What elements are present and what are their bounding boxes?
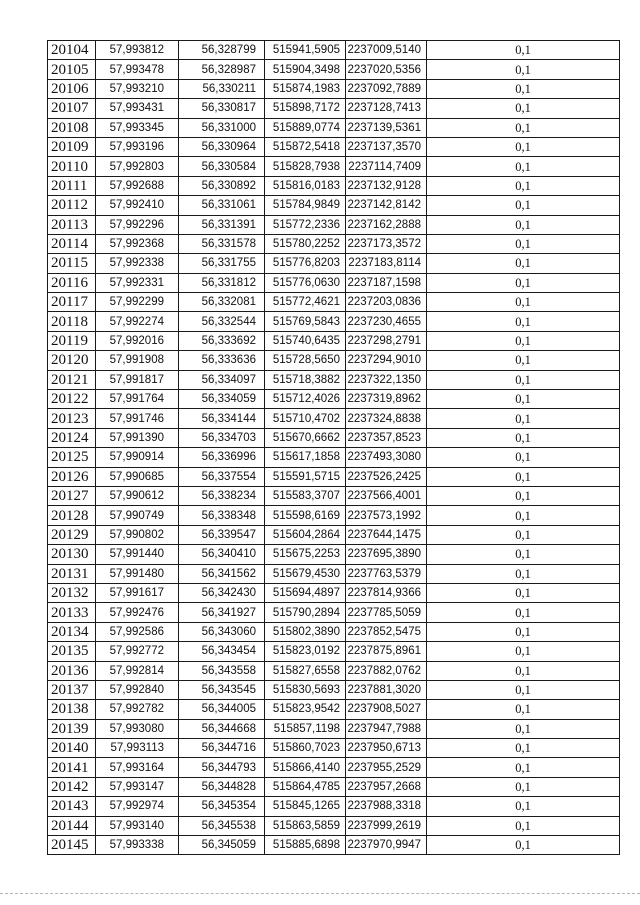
latitude-cell: 57,992331 [96,273,179,292]
x-coordinate-cell: 515889,0774 [265,118,346,137]
table-row [48,99,620,118]
table-row [48,642,620,661]
latitude-cell: 57,993147 [96,777,179,796]
point-number-cell: 20108 [48,118,96,137]
y-coordinate-cell: 2237132,9128 [346,176,427,195]
longitude-cell: 56,340410 [179,545,265,564]
latitude-cell: 57,992782 [96,700,179,719]
x-coordinate-cell: 515712,4026 [265,390,346,409]
point-number-cell: 20121 [48,370,96,389]
point-number-cell: 20118 [48,312,96,331]
x-coordinate-cell: 515604,2864 [265,525,346,544]
table-row [48,777,620,796]
y-coordinate-cell: 2237009,5140 [346,41,427,60]
longitude-cell: 56,334703 [179,428,265,447]
x-coordinate-cell: 515864,4785 [265,777,346,796]
value-cell: 0,1 [427,836,620,855]
y-coordinate-cell: 2237230,4655 [346,312,427,331]
longitude-cell: 56,345354 [179,797,265,816]
table-row [48,157,620,176]
value-cell: 0,1 [427,467,620,486]
latitude-cell: 57,993431 [96,99,179,118]
point-number-cell: 20142 [48,777,96,796]
point-number-cell: 20138 [48,700,96,719]
table-row [48,486,620,505]
y-coordinate-cell: 2237322,1350 [346,370,427,389]
table-row [48,719,620,738]
point-number-cell: 20115 [48,254,96,273]
latitude-cell: 57,990749 [96,506,179,525]
point-number-cell: 20124 [48,428,96,447]
longitude-cell: 56,331000 [179,118,265,137]
y-coordinate-cell: 2237882,0762 [346,661,427,680]
longitude-cell: 56,342430 [179,583,265,602]
value-cell: 0,1 [427,428,620,447]
point-number-cell: 20114 [48,234,96,253]
x-coordinate-cell: 515591,5715 [265,467,346,486]
y-coordinate-cell: 2237955,2529 [346,758,427,777]
latitude-cell: 57,990914 [96,448,179,467]
x-coordinate-cell: 515827,6558 [265,661,346,680]
x-coordinate-cell: 515790,2894 [265,603,346,622]
latitude-cell: 57,991390 [96,428,179,447]
value-cell: 0,1 [427,739,620,758]
longitude-cell: 56,328799 [179,41,265,60]
table-row [48,196,620,215]
longitude-cell: 56,332081 [179,293,265,312]
y-coordinate-cell: 2237162,2888 [346,215,427,234]
point-number-cell: 20136 [48,661,96,680]
latitude-cell: 57,990802 [96,525,179,544]
longitude-cell: 56,345538 [179,816,265,835]
value-cell: 0,1 [427,118,620,137]
value-cell: 0,1 [427,196,620,215]
latitude-cell: 57,992803 [96,157,179,176]
value-cell: 0,1 [427,486,620,505]
table-row [48,428,620,447]
latitude-cell: 57,991764 [96,390,179,409]
latitude-cell: 57,991617 [96,583,179,602]
table-row [48,137,620,156]
point-number-cell: 20105 [48,60,96,79]
value-cell: 0,1 [427,390,620,409]
y-coordinate-cell: 2237139,5361 [346,118,427,137]
page-bottom-edge [0,893,640,894]
point-number-cell: 20116 [48,273,96,292]
point-number-cell: 20135 [48,642,96,661]
table-row [48,331,620,350]
value-cell: 0,1 [427,506,620,525]
y-coordinate-cell: 2237294,9010 [346,351,427,370]
x-coordinate-cell: 515710,4702 [265,409,346,428]
value-cell: 0,1 [427,157,620,176]
longitude-cell: 56,338348 [179,506,265,525]
longitude-cell: 56,345059 [179,836,265,855]
value-cell: 0,1 [427,331,620,350]
value-cell: 0,1 [427,41,620,60]
value-cell: 0,1 [427,448,620,467]
longitude-cell: 56,344793 [179,758,265,777]
table-row [48,176,620,195]
y-coordinate-cell: 2237957,2668 [346,777,427,796]
longitude-cell: 56,331578 [179,234,265,253]
table-row [48,448,620,467]
table-row [48,583,620,602]
value-cell: 0,1 [427,525,620,544]
latitude-cell: 57,992274 [96,312,179,331]
table-row [48,525,620,544]
x-coordinate-cell: 515816,0183 [265,176,346,195]
point-number-cell: 20123 [48,409,96,428]
table-row [48,215,620,234]
point-number-cell: 20104 [48,41,96,60]
table-row [48,836,620,855]
latitude-cell: 57,993338 [96,836,179,855]
table-row [48,506,620,525]
y-coordinate-cell: 2237114,7409 [346,157,427,176]
y-coordinate-cell: 2237881,3020 [346,680,427,699]
y-coordinate-cell: 2237566,4001 [346,486,427,505]
point-number-cell: 20113 [48,215,96,234]
point-number-cell: 20106 [48,79,96,98]
point-number-cell: 20111 [48,176,96,195]
latitude-cell: 57,991908 [96,351,179,370]
table-row [48,118,620,137]
x-coordinate-cell: 515769,5843 [265,312,346,331]
point-number-cell: 20143 [48,797,96,816]
point-number-cell: 20141 [48,758,96,777]
y-coordinate-cell: 2237988,3318 [346,797,427,816]
y-coordinate-cell: 2237092,7889 [346,79,427,98]
latitude-cell: 57,992299 [96,293,179,312]
y-coordinate-cell: 2237187,1598 [346,273,427,292]
longitude-cell: 56,344716 [179,739,265,758]
longitude-cell: 56,341927 [179,603,265,622]
value-cell: 0,1 [427,719,620,738]
longitude-cell: 56,334144 [179,409,265,428]
longitude-cell: 56,330892 [179,176,265,195]
longitude-cell: 56,343558 [179,661,265,680]
x-coordinate-cell: 515675,2253 [265,545,346,564]
y-coordinate-cell: 2237908,5027 [346,700,427,719]
x-coordinate-cell: 515617,1858 [265,448,346,467]
table-row [48,293,620,312]
value-cell: 0,1 [427,79,620,98]
y-coordinate-cell: 2237526,2425 [346,467,427,486]
value-cell: 0,1 [427,545,620,564]
point-number-cell: 20117 [48,293,96,312]
x-coordinate-cell: 515823,0192 [265,642,346,661]
latitude-cell: 57,991817 [96,370,179,389]
longitude-cell: 56,338234 [179,486,265,505]
point-number-cell: 20122 [48,390,96,409]
longitude-cell: 56,332544 [179,312,265,331]
y-coordinate-cell: 2237298,2791 [346,331,427,350]
y-coordinate-cell: 2237128,7413 [346,99,427,118]
x-coordinate-cell: 515885,6898 [265,836,346,855]
x-coordinate-cell: 515941,5905 [265,41,346,60]
value-cell: 0,1 [427,622,620,641]
x-coordinate-cell: 515860,7023 [265,739,346,758]
value-cell: 0,1 [427,700,620,719]
x-coordinate-cell: 515904,3498 [265,60,346,79]
point-number-cell: 20128 [48,506,96,525]
value-cell: 0,1 [427,661,620,680]
table-row [48,351,620,370]
value-cell: 0,1 [427,564,620,583]
value-cell: 0,1 [427,99,620,118]
value-cell: 0,1 [427,351,620,370]
y-coordinate-cell: 2237324,8838 [346,409,427,428]
latitude-cell: 57,993812 [96,41,179,60]
x-coordinate-cell: 515845,1265 [265,797,346,816]
point-number-cell: 20125 [48,448,96,467]
table-row [48,545,620,564]
x-coordinate-cell: 515830,5693 [265,680,346,699]
x-coordinate-cell: 515780,2252 [265,234,346,253]
x-coordinate-cell: 515718,3882 [265,370,346,389]
value-cell: 0,1 [427,293,620,312]
latitude-cell: 57,991746 [96,409,179,428]
value-cell: 0,1 [427,409,620,428]
y-coordinate-cell: 2237785,5059 [346,603,427,622]
table-row [48,273,620,292]
value-cell: 0,1 [427,603,620,622]
value-cell: 0,1 [427,137,620,156]
table-row [48,60,620,79]
coordinates-table [47,40,620,855]
value-cell: 0,1 [427,215,620,234]
value-cell: 0,1 [427,758,620,777]
latitude-cell: 57,990612 [96,486,179,505]
point-number-cell: 20107 [48,99,96,118]
table-row [48,622,620,641]
table-row [48,816,620,835]
table-row [48,41,620,60]
y-coordinate-cell: 2237173,3572 [346,234,427,253]
y-coordinate-cell: 2237319,8962 [346,390,427,409]
latitude-cell: 57,992016 [96,331,179,350]
latitude-cell: 57,992974 [96,797,179,816]
longitude-cell: 56,330817 [179,99,265,118]
value-cell: 0,1 [427,370,620,389]
value-cell: 0,1 [427,583,620,602]
table-row [48,390,620,409]
point-number-cell: 20126 [48,467,96,486]
longitude-cell: 56,343545 [179,680,265,699]
y-coordinate-cell: 2237573,1992 [346,506,427,525]
x-coordinate-cell: 515874,1983 [265,79,346,98]
table-row [48,603,620,622]
longitude-cell: 56,344828 [179,777,265,796]
table-row [48,370,620,389]
longitude-cell: 56,328987 [179,60,265,79]
latitude-cell: 57,992410 [96,196,179,215]
x-coordinate-cell: 515802,3890 [265,622,346,641]
x-coordinate-cell: 515598,6169 [265,506,346,525]
value-cell: 0,1 [427,273,620,292]
table-row [48,79,620,98]
table-row [48,700,620,719]
x-coordinate-cell: 515866,4140 [265,758,346,777]
y-coordinate-cell: 2237814,9366 [346,583,427,602]
y-coordinate-cell: 2237493,3080 [346,448,427,467]
y-coordinate-cell: 2237950,6713 [346,739,427,758]
x-coordinate-cell: 515740,6435 [265,331,346,350]
point-number-cell: 20112 [48,196,96,215]
latitude-cell: 57,993196 [96,137,179,156]
x-coordinate-cell: 515772,2336 [265,215,346,234]
value-cell: 0,1 [427,797,620,816]
y-coordinate-cell: 2237695,3890 [346,545,427,564]
y-coordinate-cell: 2237852,5475 [346,622,427,641]
longitude-cell: 56,330211 [179,79,265,98]
table-row [48,234,620,253]
x-coordinate-cell: 515823,9542 [265,700,346,719]
latitude-cell: 57,990685 [96,467,179,486]
longitude-cell: 56,331812 [179,273,265,292]
latitude-cell: 57,991440 [96,545,179,564]
latitude-cell: 57,993478 [96,60,179,79]
point-number-cell: 20109 [48,137,96,156]
value-cell: 0,1 [427,176,620,195]
point-number-cell: 20129 [48,525,96,544]
x-coordinate-cell: 515784,9849 [265,196,346,215]
value-cell: 0,1 [427,254,620,273]
point-number-cell: 20140 [48,739,96,758]
value-cell: 0,1 [427,60,620,79]
longitude-cell: 56,333692 [179,331,265,350]
x-coordinate-cell: 515828,7938 [265,157,346,176]
point-number-cell: 20110 [48,157,96,176]
longitude-cell: 56,336996 [179,448,265,467]
longitude-cell: 56,344005 [179,700,265,719]
y-coordinate-cell: 2237183,8114 [346,254,427,273]
x-coordinate-cell: 515583,3707 [265,486,346,505]
y-coordinate-cell: 2237875,8961 [346,642,427,661]
x-coordinate-cell: 515694,4897 [265,583,346,602]
latitude-cell: 57,991480 [96,564,179,583]
x-coordinate-cell: 515863,5859 [265,816,346,835]
x-coordinate-cell: 515776,8203 [265,254,346,273]
x-coordinate-cell: 515857,1198 [265,719,346,738]
table-row [48,254,620,273]
y-coordinate-cell: 2237137,3570 [346,137,427,156]
point-number-cell: 20132 [48,583,96,602]
y-coordinate-cell: 2237970,9947 [346,836,427,855]
point-number-cell: 20133 [48,603,96,622]
latitude-cell: 57,993140 [96,816,179,835]
value-cell: 0,1 [427,816,620,835]
table-row [48,739,620,758]
x-coordinate-cell: 515728,5650 [265,351,346,370]
latitude-cell: 57,993080 [96,719,179,738]
table-row [48,797,620,816]
point-number-cell: 20144 [48,816,96,835]
x-coordinate-cell: 515679,4530 [265,564,346,583]
longitude-cell: 56,337554 [179,467,265,486]
latitude-cell: 57,992688 [96,176,179,195]
latitude-cell: 57,992586 [96,622,179,641]
y-coordinate-cell: 2237999,2619 [346,816,427,835]
value-cell: 0,1 [427,777,620,796]
y-coordinate-cell: 2237763,5379 [346,564,427,583]
longitude-cell: 56,339547 [179,525,265,544]
longitude-cell: 56,334097 [179,370,265,389]
latitude-cell: 57,992814 [96,661,179,680]
longitude-cell: 56,330964 [179,137,265,156]
y-coordinate-cell: 2237142,8142 [346,196,427,215]
longitude-cell: 56,331755 [179,254,265,273]
table-body [48,41,620,855]
table-row [48,467,620,486]
latitude-cell: 57,992296 [96,215,179,234]
table-row [48,758,620,777]
table-row [48,312,620,331]
y-coordinate-cell: 2237020,5356 [346,60,427,79]
x-coordinate-cell: 515776,0630 [265,273,346,292]
point-number-cell: 20139 [48,719,96,738]
point-number-cell: 20120 [48,351,96,370]
y-coordinate-cell: 2237947,7988 [346,719,427,738]
y-coordinate-cell: 2237357,8523 [346,428,427,447]
point-number-cell: 20119 [48,331,96,350]
longitude-cell: 56,330584 [179,157,265,176]
longitude-cell: 56,331061 [179,196,265,215]
point-number-cell: 20145 [48,836,96,855]
longitude-cell: 56,333636 [179,351,265,370]
y-coordinate-cell: 2237644,1475 [346,525,427,544]
latitude-cell: 57,993113 [96,739,179,758]
value-cell: 0,1 [427,680,620,699]
point-number-cell: 20130 [48,545,96,564]
latitude-cell: 57,992476 [96,603,179,622]
point-number-cell: 20134 [48,622,96,641]
longitude-cell: 56,343060 [179,622,265,641]
x-coordinate-cell: 515872,5418 [265,137,346,156]
table-row [48,661,620,680]
longitude-cell: 56,331391 [179,215,265,234]
longitude-cell: 56,344668 [179,719,265,738]
latitude-cell: 57,993345 [96,118,179,137]
latitude-cell: 57,992338 [96,254,179,273]
table-row [48,564,620,583]
latitude-cell: 57,993210 [96,79,179,98]
x-coordinate-cell: 515898,7172 [265,99,346,118]
point-number-cell: 20131 [48,564,96,583]
latitude-cell: 57,993164 [96,758,179,777]
point-number-cell: 20137 [48,680,96,699]
table-row [48,680,620,699]
x-coordinate-cell: 515670,6662 [265,428,346,447]
point-number-cell: 20127 [48,486,96,505]
value-cell: 0,1 [427,312,620,331]
value-cell: 0,1 [427,642,620,661]
value-cell: 0,1 [427,234,620,253]
longitude-cell: 56,343454 [179,642,265,661]
table-row [48,409,620,428]
y-coordinate-cell: 2237203,0836 [346,293,427,312]
longitude-cell: 56,334059 [179,390,265,409]
latitude-cell: 57,992368 [96,234,179,253]
latitude-cell: 57,992772 [96,642,179,661]
longitude-cell: 56,341562 [179,564,265,583]
latitude-cell: 57,992840 [96,680,179,699]
x-coordinate-cell: 515772,4621 [265,293,346,312]
